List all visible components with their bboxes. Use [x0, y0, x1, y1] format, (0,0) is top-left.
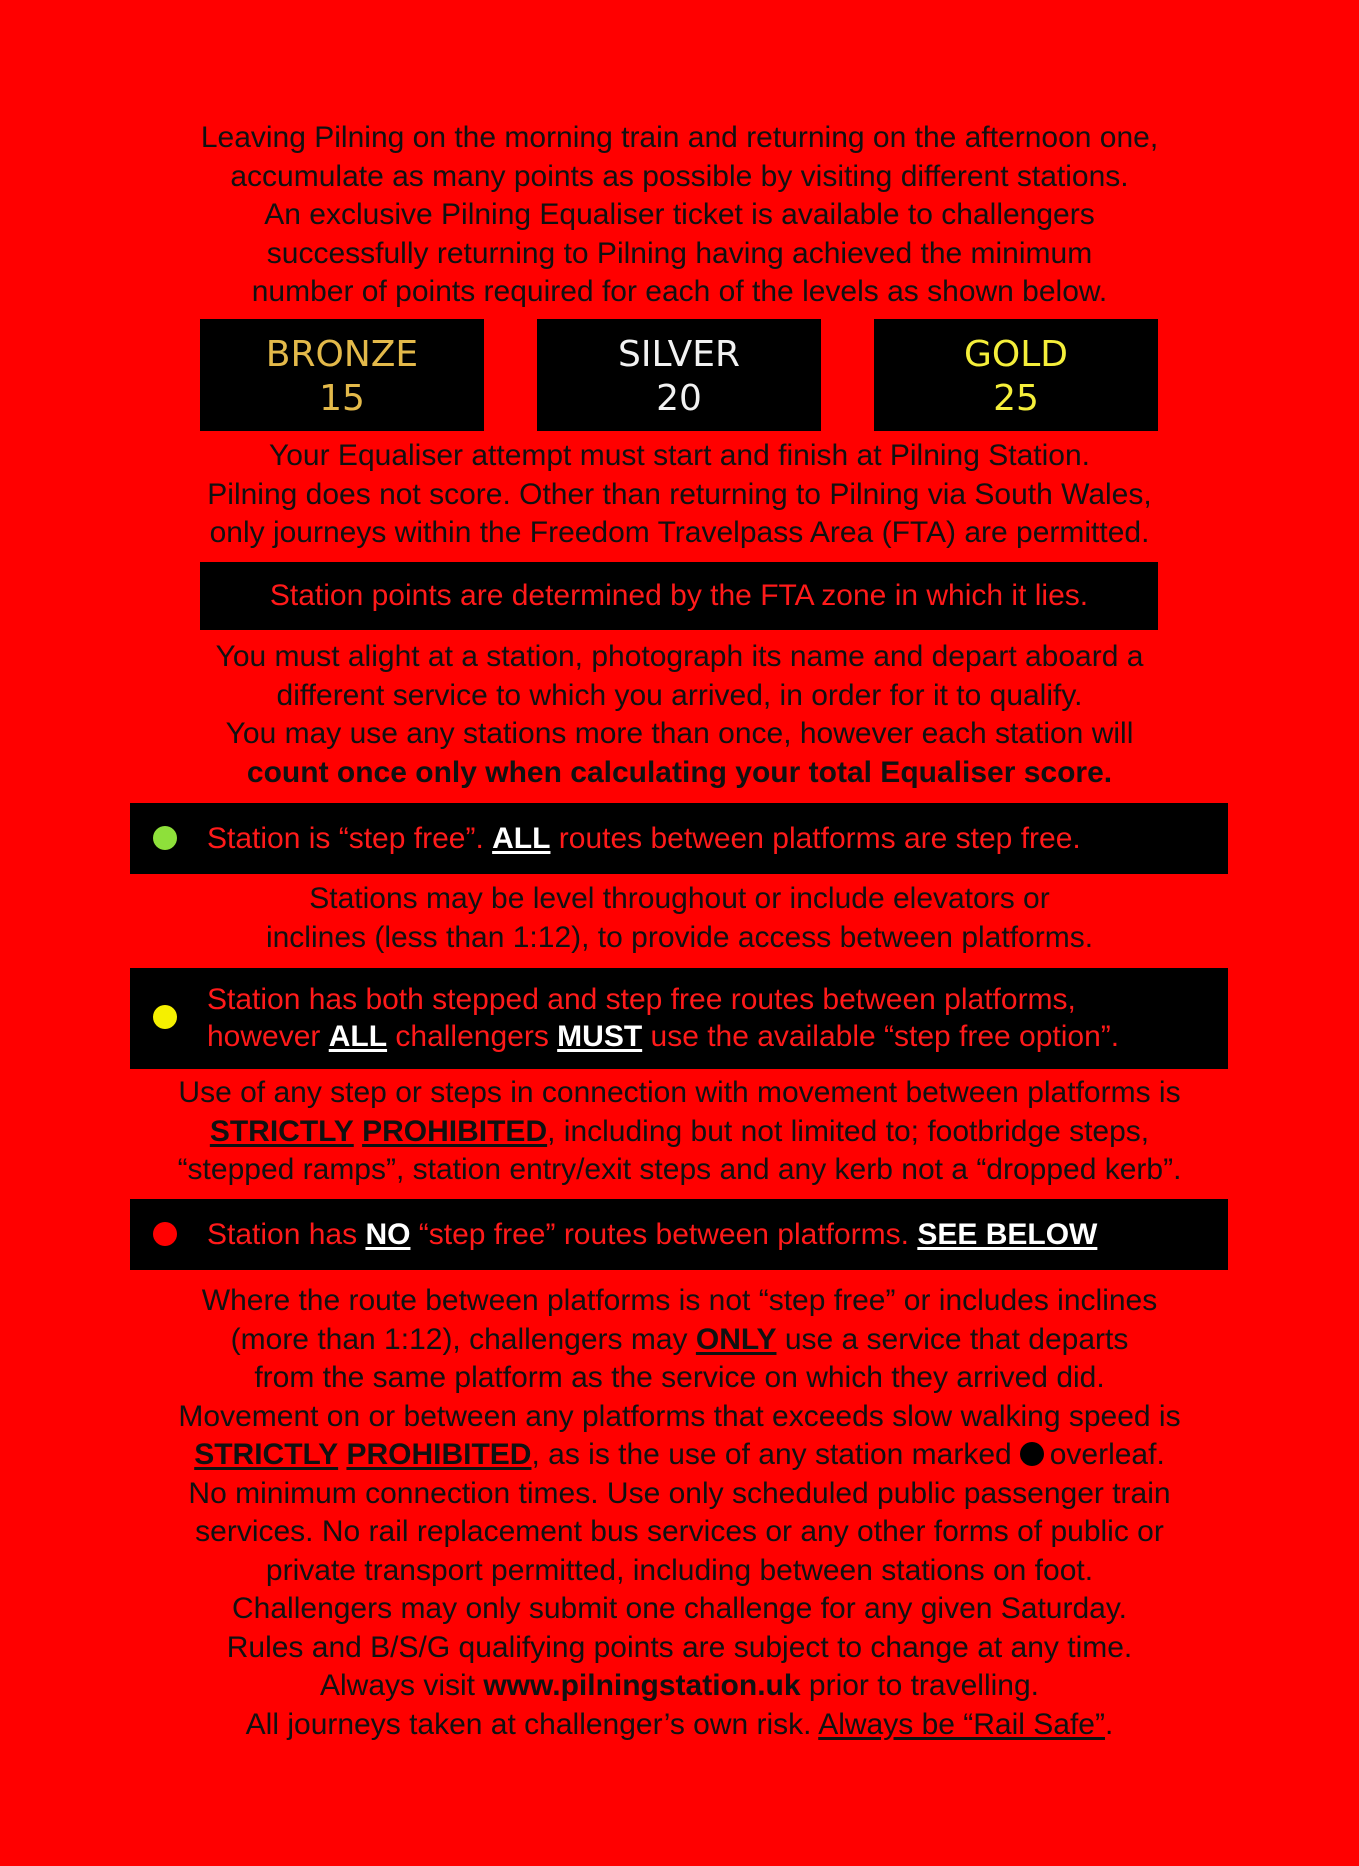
level-box-bronze: [200, 319, 484, 431]
zone-banner: Station points are determined by the FTA zone in which it lies.: [200, 562, 1158, 630]
step-free-text: Station is “step free”. ALL routes between platforms are step free.: [207, 822, 1081, 855]
final-rules: [0, 1282, 1359, 1744]
green-dot-icon: [153, 826, 177, 850]
rule-line: No minimum connection times. Use only scheduled public passenger train: [188, 1476, 1171, 1510]
level-name: BRONZE: [265, 334, 419, 375]
step-free-option-text: Station has both stepped and step free routes between platforms, however ALL challengers MUST use the available “step free option”.: [207, 983, 1120, 1053]
rule-line: All journeys taken at challenger’s own risk. Always be “Rail Safe”.: [245, 1707, 1114, 1741]
level-name: SILVER: [618, 334, 740, 375]
rule-line: You must alight at a station, photograph its name and depart aboard a: [215, 640, 1144, 673]
rule-line: Where the route between platforms is not “step free” or includes inclines: [201, 1284, 1158, 1317]
rule-line: STRICTLY PROHIBITED, as is the use of any station marked overleaf.: [194, 1438, 1165, 1471]
yellow-dot-icon: [153, 1005, 177, 1029]
rule-line: Movement on or between any platforms that exceeds slow walking speed is: [178, 1399, 1181, 1433]
intro-line: successfully returning to Pilning having achieved the minimum: [266, 236, 1093, 270]
emphasis: ALL: [328, 1020, 388, 1053]
website-link[interactable]: www.pilningstation.uk: [483, 1669, 801, 1702]
emphasis: ALL: [492, 822, 551, 855]
rule-line: STRICTLY PROHIBITED, including but not limited to; footbridge steps,: [209, 1114, 1150, 1148]
level-points: 20: [656, 378, 702, 419]
level-points: 15: [319, 378, 365, 419]
rule-line: different service to which you arrived, in order for it to qualify.: [276, 678, 1083, 712]
step-free-band: [130, 803, 1228, 874]
intro-line: accumulate as many points as possible by visiting different stations.: [230, 159, 1129, 193]
levels-row: [0, 319, 1359, 431]
see-below-link[interactable]: SEE BELOW: [917, 1218, 1098, 1251]
intro-line: An exclusive Pilning Equaliser ticket is available to challengers: [264, 198, 1095, 231]
level-points: 25: [993, 378, 1039, 419]
step-free-notes: [0, 880, 1359, 957]
rule-line: only journeys within the Freedom Travelpass Area (FTA) are permitted.: [209, 516, 1150, 549]
red-dot-icon: [153, 1222, 177, 1246]
no-step-free-band: [130, 1199, 1228, 1270]
rule-line: Always visit www.pilningstation.uk prior to travelling.: [319, 1669, 1039, 1702]
rule-line: from the same platform as the service on which they arrived did.: [254, 1361, 1105, 1394]
rule-line-bold: count once only when calculating your total Equaliser score.: [246, 755, 1113, 789]
step-rules: [0, 1074, 1359, 1190]
rule-line: Challengers may only submit one challenge for any given Saturday.: [232, 1592, 1127, 1625]
intro-text: [0, 119, 1359, 312]
rule-line: private transport permitted, including between stations on foot.: [265, 1553, 1094, 1587]
rule-line: “stepped ramps”, station entry/exit steps and any kerb not a “dropped kerb”.: [177, 1153, 1182, 1186]
black-dot-icon: [1020, 1442, 1044, 1466]
rule-line: services. No rail replacement bus services or any other forms of public or: [195, 1515, 1164, 1548]
rule-line: Stations may be level throughout or include elevators or: [309, 882, 1050, 915]
rule-line: Rules and B/S/G qualifying points are subject to change at any time.: [226, 1630, 1133, 1664]
rule-line: Your Equaliser attempt must start and finish at Pilning Station.: [268, 439, 1090, 472]
rule-line: inclines (less than 1:12), to provide access between platforms.: [265, 920, 1094, 954]
rule-line: Use of any step or steps in connection with movement between platforms is: [178, 1076, 1181, 1109]
start-rules: [0, 437, 1359, 553]
alight-rules: [0, 638, 1359, 792]
rail-safe-link[interactable]: Always be “Rail Safe”: [818, 1707, 1105, 1741]
intro-line: Leaving Pilning on the morning train and returning on the afternoon one,: [200, 121, 1159, 154]
rule-line: (more than 1:12), challengers may ONLY use a service that departs: [230, 1322, 1129, 1356]
level-box-gold: [874, 319, 1158, 431]
level-box-silver: [537, 319, 821, 431]
emphasis: MUST: [557, 1020, 643, 1053]
rule-line: You may use any stations more than once, however each station will: [225, 717, 1134, 750]
level-name: GOLD: [963, 334, 1068, 375]
no-step-free-text: Station has NO “step free” routes between platforms. SEE BELOW: [207, 1218, 1098, 1251]
intro-line: number of points required for each of the levels as shown below.: [251, 275, 1108, 308]
emphasis: NO: [365, 1218, 411, 1251]
rule-line: Pilning does not score. Other than returning to Pilning via South Wales,: [207, 477, 1152, 511]
step-free-option-band: [130, 968, 1228, 1069]
